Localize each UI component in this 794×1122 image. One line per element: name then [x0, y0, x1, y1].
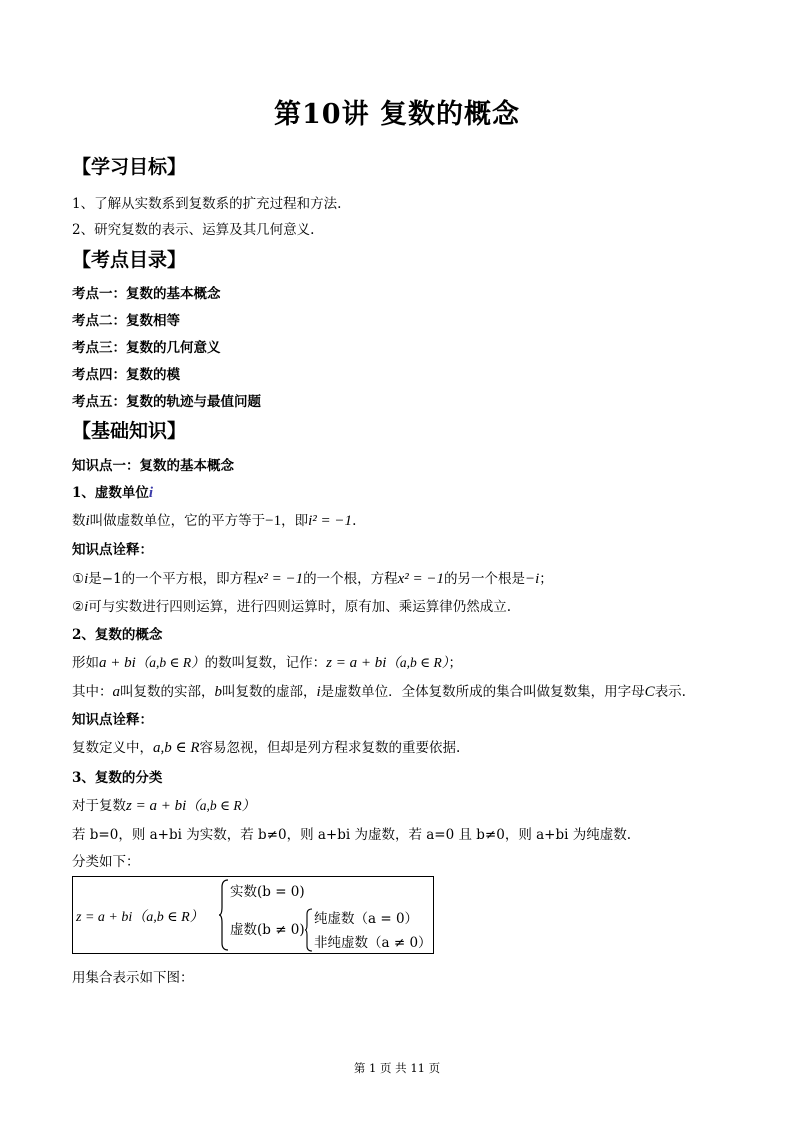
page-title: 第10讲 复数的概念 [274, 99, 520, 130]
classification-imaginary: 虚数(b ≠ 0) [230, 922, 305, 938]
complex-definition: 形如a + bi（a,b ∈ R）的数叫复数，记作：z = a + bi（a,b ∈ R）； [72, 655, 463, 671]
classification-rule: 若 b=0，则 a+bi 为实数，若 b≠0，则 a+bi 为虚数，若 a=0 且 b≠0，则 a+bi 为纯虚数. [72, 827, 632, 843]
outer-brace-icon [218, 879, 230, 951]
note-item: ②i可与实数进行四则运算，进行四则运算时，原有加、乘运算律仍然成立. [72, 599, 512, 615]
section-heading-goals: 【学习目标】 [72, 156, 187, 178]
classification-nonpure-imaginary: 非纯虚数（a ≠ 0） [314, 935, 432, 951]
imaginary-unit-definition: 数i叫做虚数单位，它的平方等于−1，即i² = −1. [72, 513, 357, 529]
goal-item: 2、研究复数的表示、运算及其几何意义. [72, 222, 315, 238]
goal-item: 1、了解从实数系到复数系的扩充过程和方法. [72, 196, 342, 212]
catalog-item: 考点五：复数的轨迹与最值问题 [72, 394, 261, 410]
subheading-classification: 3、复数的分类 [72, 770, 163, 786]
classification-intro: 对于复数z = a + bi（a,b ∈ R） [72, 798, 256, 814]
note-item: 复数定义中，a,b ∈ R容易忽视，但却是列方程求复数的重要依据. [72, 740, 461, 756]
catalog-item: 考点四：复数的模 [72, 367, 180, 383]
catalog-item: 考点二：复数相等 [72, 313, 180, 329]
classification-lead: 分类如下： [72, 854, 140, 870]
classification-root: z = a + bi（a,b ∈ R） [76, 910, 204, 925]
classification-real: 实数(b = 0) [230, 884, 305, 900]
note-label: 知识点诠释： [72, 542, 153, 558]
section-heading-basics: 【基础知识】 [72, 420, 187, 442]
knowledge-point-heading: 知识点一：复数的基本概念 [72, 458, 234, 474]
set-representation-lead: 用集合表示如下图： [72, 970, 194, 986]
section-heading-catalog: 【考点目录】 [72, 249, 187, 271]
subheading-complex-concept: 2、复数的概念 [72, 627, 163, 643]
classification-diagram [72, 876, 434, 954]
catalog-item: 考点一：复数的基本概念 [72, 286, 221, 302]
complex-parts: 其中：a叫复数的实部，b叫复数的虚部，i是虚数单位．全体复数所成的集合叫做复数集，用字母C表示. [72, 684, 686, 700]
classification-pure-imaginary: 纯虚数（a = 0） [314, 911, 419, 927]
subheading-imaginary-unit: 1、虚数单位i [72, 485, 154, 501]
inner-brace-icon [304, 908, 314, 952]
note-item: ①i是−1的一个平方根，即方程x² = −1的一个根，方程x² = −1的另一个根是−i； [72, 571, 553, 587]
note-label: 知识点诠释： [72, 712, 153, 728]
page-footer: 第 1 页 共 11 页 [353, 1061, 441, 1075]
catalog-item: 考点三：复数的几何意义 [72, 340, 221, 356]
